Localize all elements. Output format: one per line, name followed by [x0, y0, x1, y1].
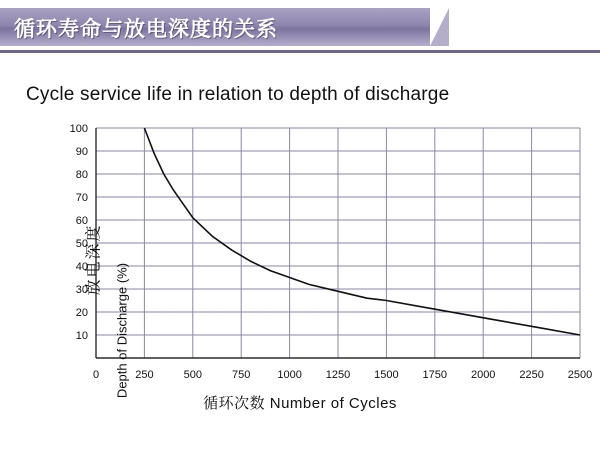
y-tick-label: 30 [75, 284, 88, 296]
header-divider [0, 50, 600, 53]
x-tick-label: 0 [92, 369, 100, 381]
data-series-line [144, 128, 580, 335]
y-tick-label: 60 [75, 215, 88, 227]
y-tick-label: 40 [75, 261, 88, 273]
y-tick-label: 70 [75, 192, 88, 204]
x-tick-label: 1500 [374, 369, 399, 381]
y-axis-label-cn: 放电深度 [85, 223, 103, 296]
x-tick-label: 1750 [422, 369, 448, 381]
x-tick-label: 2000 [470, 369, 496, 381]
y-tick-label: 10 [75, 330, 88, 342]
y-tick-label: 100 [69, 123, 88, 135]
x-tick-label: 500 [183, 369, 202, 381]
y-tick-label: 90 [75, 146, 88, 158]
y-tick-label: 80 [75, 169, 88, 181]
x-tick-label: 2500 [567, 369, 593, 381]
chart-title: Cycle service life in relation to depth of discharge [26, 84, 450, 105]
x-tick-label: 1250 [325, 369, 351, 381]
x-tick-label: 750 [232, 369, 251, 381]
x-tick-label: 2250 [519, 369, 544, 381]
chart-plot-area [0, 118, 600, 408]
y-axis-label-en: Depth of Discharge (%) [114, 262, 130, 399]
y-tick-label: 50 [75, 238, 88, 250]
page-title: 循环寿命与放电深度的关系 [14, 18, 278, 41]
x-tick-label: 250 [135, 369, 154, 381]
x-axis-label: 循环次数 Number of Cycles [203, 395, 397, 412]
x-tick-label: 1000 [277, 369, 302, 381]
page-header [0, 0, 600, 54]
y-tick-label: 20 [75, 307, 88, 319]
